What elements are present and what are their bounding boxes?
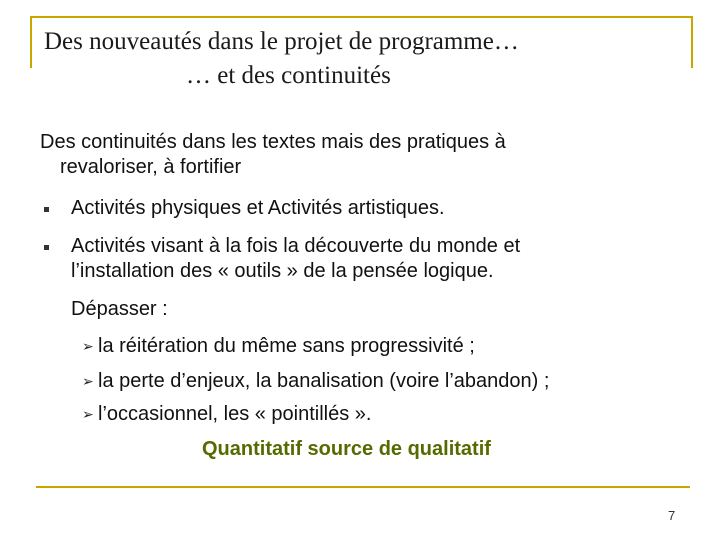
page-number: 7 (668, 508, 676, 523)
slide-title-line1: Des nouveautés dans le projet de programme… (44, 28, 519, 55)
highlight-statement: Quantitatif source de qualitatif (202, 438, 491, 460)
bullet-text-line1: Activités visant à la fois la découverte du monde et (71, 235, 521, 257)
bullet-text-line2: l’installation des « outils » de la pensée logique. (71, 260, 494, 282)
intro-line2: revaloriser, à fortifier (60, 156, 242, 178)
bullet-text: Activités physiques et Activités artistiques. (71, 197, 445, 219)
arrowhead-icon: ➢ (82, 338, 94, 354)
arrowhead-icon: ➢ (82, 406, 94, 422)
slide-title-line2: … et des continuités (186, 62, 391, 89)
sub-item-text: la réitération du même sans progressivité ; (98, 335, 475, 357)
intro-line1: Des continuités dans les textes mais des pratiques à (40, 131, 506, 153)
square-bullet-icon (44, 245, 49, 250)
sub-item-text: l’occasionnel, les « pointillés ». (98, 403, 372, 425)
title-frame-top-rule (30, 16, 692, 18)
intro-paragraph (40, 130, 680, 180)
arrowhead-icon: ➢ (82, 373, 94, 389)
depasser-label: Dépasser : (71, 298, 168, 320)
title-frame-right-rule (691, 16, 693, 68)
title-frame-left-rule (30, 16, 32, 68)
square-bullet-icon (44, 207, 49, 212)
bullet-text (71, 234, 671, 284)
sub-item-text: la perte d’enjeux, la banalisation (voire l’abandon) ; (98, 370, 550, 392)
footer-rule (36, 486, 690, 488)
